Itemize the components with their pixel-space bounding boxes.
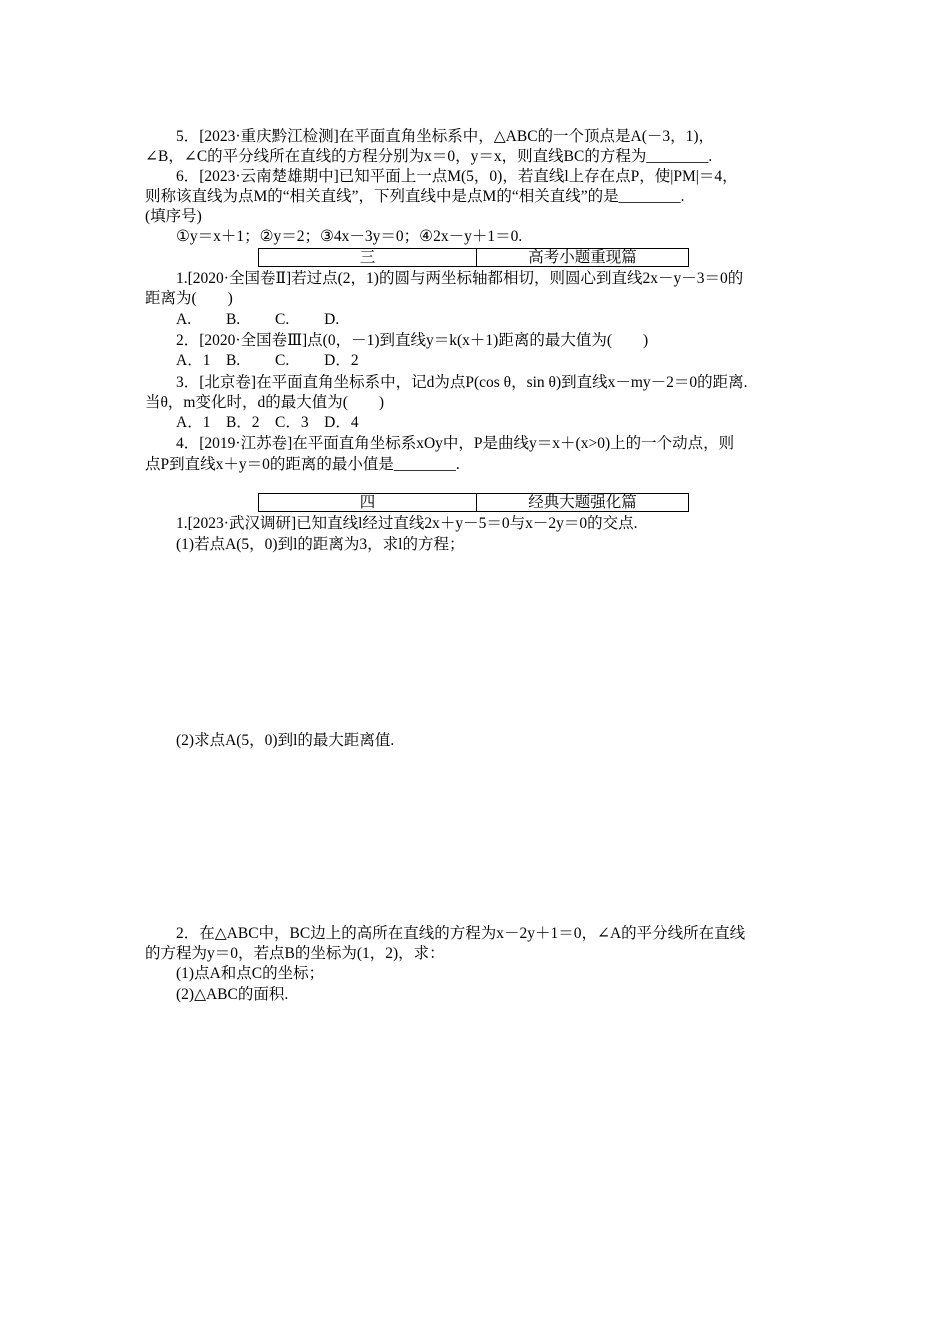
- major-problem-2-part-1: (1)点A和点C的坐标；: [176, 965, 325, 982]
- section-title: 高考小题重现篇: [528, 249, 637, 266]
- section-number: 三: [259, 249, 477, 266]
- problem-6-line-3: (填序号): [145, 208, 202, 225]
- major-problem-2-line-1: 2．在△ABC中，BC边上的高所在直线的方程为x－2y＋1＝0，∠A的平分线所在直线: [176, 925, 746, 942]
- exam-problem-3-choices: A．1 B．2 C．3 D．4: [176, 414, 359, 431]
- section-number: 四: [259, 494, 477, 511]
- exam-problem-4-line-1: 4．[2019·江苏卷]在平面直角坐标系xOy中，P是曲线y＝x＋(x>0)上的一个动点，则: [176, 435, 735, 452]
- problem-6-options: ①y＝x＋1；②y＝2；③4x－3y＝0；④2x－y＋1＝0.: [176, 228, 523, 245]
- problem-5-line-1: 5．[2023·重庆黔江检测]在平面直角坐标系中，△ABC的一个顶点是A(－3，1)，: [176, 128, 715, 145]
- exam-problem-3-line-2: 当θ，m变化时，d的最大值为( ): [145, 394, 385, 411]
- section-header-3: [258, 248, 689, 267]
- section-title: 经典大题强化篇: [528, 494, 637, 511]
- problem-6-line-2: 则称该直线为点M的“相关直线”，下列直线中是点M的“相关直线”的是________.: [145, 188, 685, 205]
- major-problem-2-line-2: 的方程为y＝0，若点B的坐标为(1，2)，求：: [145, 945, 445, 962]
- major-problem-1-part-2: (2)求点A(5，0)到l的最大距离值.: [176, 732, 395, 749]
- exam-problem-2-line-1: 2．[2020·全国卷Ⅲ]点(0，－1)到直线y＝k(x＋1)距离的最大值为( ): [176, 332, 649, 349]
- exam-problem-1-line-2: 距离为( ): [145, 290, 233, 307]
- problem-5-line-2: ∠B，∠C的平分线所在直线的方程分别为x＝0，y＝x，则直线BC的方程为________.: [145, 148, 713, 165]
- section-header-4: [258, 493, 689, 512]
- major-problem-1-part-1: (1)若点A(5，0)到l的距离为3，求l的方程；: [176, 536, 465, 553]
- exam-problem-4-line-2: 点P到直线x＋y＝0的距离的最小值是________.: [145, 456, 460, 473]
- exam-problem-1-choices: A. B. C. D.: [176, 311, 340, 328]
- exam-problem-3-line-1: 3．[北京卷]在平面直角坐标系中，记d为点P(cos θ，sin θ)到直线x－my－2＝0的距离.: [176, 374, 748, 391]
- major-problem-1-stem: 1.[2023·武汉调研]已知直线l经过直线2x＋y－5＝0与x－2y＝0的交点.: [176, 515, 638, 532]
- exam-problem-2-choices: A．1 B. C. D．2: [176, 352, 359, 369]
- problem-6-line-1: 6．[2023·云南楚雄期中]已知平面上一点M(5，0)，若直线l上存在点P，使|PM|＝4，: [176, 168, 738, 185]
- exam-problem-1-line-1: 1.[2020·全国卷Ⅱ]若过点(2，1)的圆与两坐标轴都相切，则圆心到直线2x－y－3＝0的: [176, 270, 744, 287]
- major-problem-2-part-2: (2)△ABC的面积.: [176, 986, 289, 1003]
